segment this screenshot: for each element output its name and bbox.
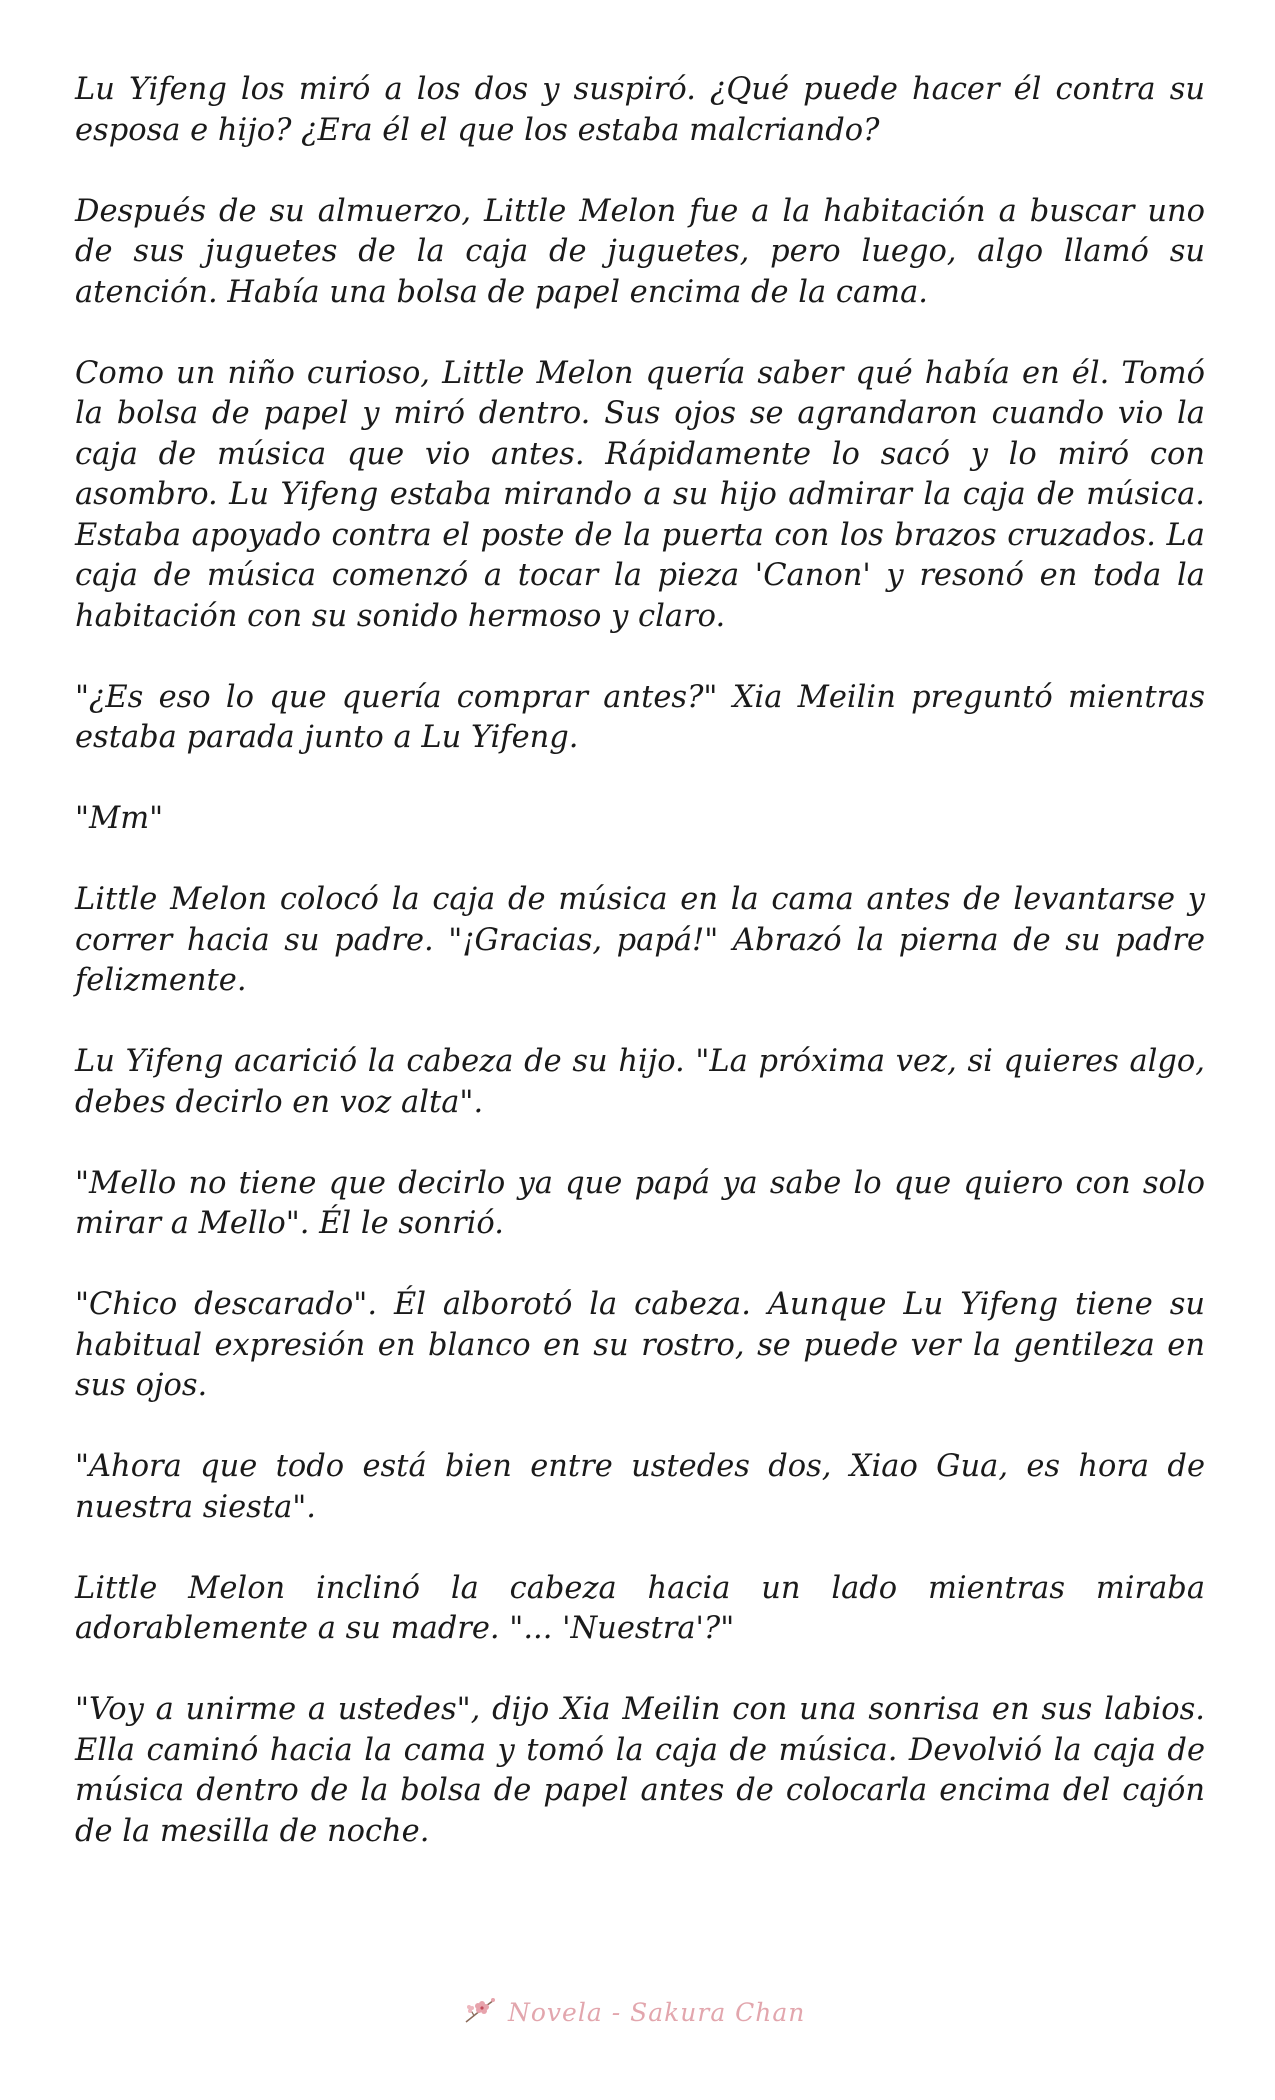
watermark [460,1990,840,2034]
paragraph-12: "Voy a unirme a ustedes", dijo Xia Meilin con una sonrisa en sus labios. Ella caminó hacia la cama y tomó la caja de música. Devolvió la caja de música dentro de la bolsa de papel antes de colocarla encima del cajón de la mesilla de noche. [75,1692,1205,1849]
paragraph-11: Little Melon inclinó la cabeza hacia un lado mientras miraba adorablemente a su madre. "... 'Nuestra'?" [75,1570,1205,1646]
paragraph-2: Después de su almuerzo, Little Melon fue a la habitación a buscar uno de sus juguetes de la caja de juguetes, pero luego, algo llamó su atención. Había una bolsa de papel encima de la cama. [75,193,1205,310]
paragraph-7: Lu Yifeng acarició la cabeza de su hijo. "La próxima vez, si quieres algo, debes decirlo en voz alta". [75,1044,1205,1120]
paragraph-5: "Mm" [75,801,164,836]
paragraph-9: "Chico descarado". Él alborotó la cabeza. Aunque Lu Yifeng tiene su habitual expresión en blanco en su rostro, se puede ver la gentileza en sus ojos. [75,1287,1205,1403]
sakura-blossom-icon [460,1992,500,2032]
paragraph-3: Como un niño curioso, Little Melon quería saber qué había en él. Tomó la bolsa de papel y miró dentro. Sus ojos se agrandaron cuando vio la caja de música que vio antes. Rápidamente lo sacó y lo miró con asombro. Lu Yifeng estaba mirando a su hijo admirar la caja de música. Estaba apoyado contra el poste de la puerta con los brazos cruzados. La caja de música comenzó a tocar la pieza 'Canon' y resonó en toda la habitación con su sonido hermoso y claro. [75,355,1205,634]
paragraph-6: Little Melon colocó la caja de música en la cama antes de levantarse y correr hacia su padre. "¡Gracias, papá!" Abrazó la pierna de su padre felizmente. [75,882,1205,998]
paragraph-1: Lu Yifeng los miró a los dos y suspiró. ¿Qué puede hacer él contra su esposa e hijo? ¿Era él el que los estaba malcriando? [75,72,1205,148]
document-body [75,70,1205,1893]
watermark-text: Novela - Sakura Chan [508,1997,806,2027]
paragraph-10: "Ahora que todo está bien entre ustedes dos, Xiao Gua, es hora de nuestra siesta". [75,1449,1205,1525]
paragraph-4: "¿Es eso lo que quería comprar antes?" Xia Meilin preguntó mientras estaba parada junto a Lu Yifeng. [75,679,1205,755]
paragraph-8: "Mello no tiene que decirlo ya que papá ya sabe lo que quiero con solo mirar a Mello". Él le sonrió. [75,1165,1205,1241]
